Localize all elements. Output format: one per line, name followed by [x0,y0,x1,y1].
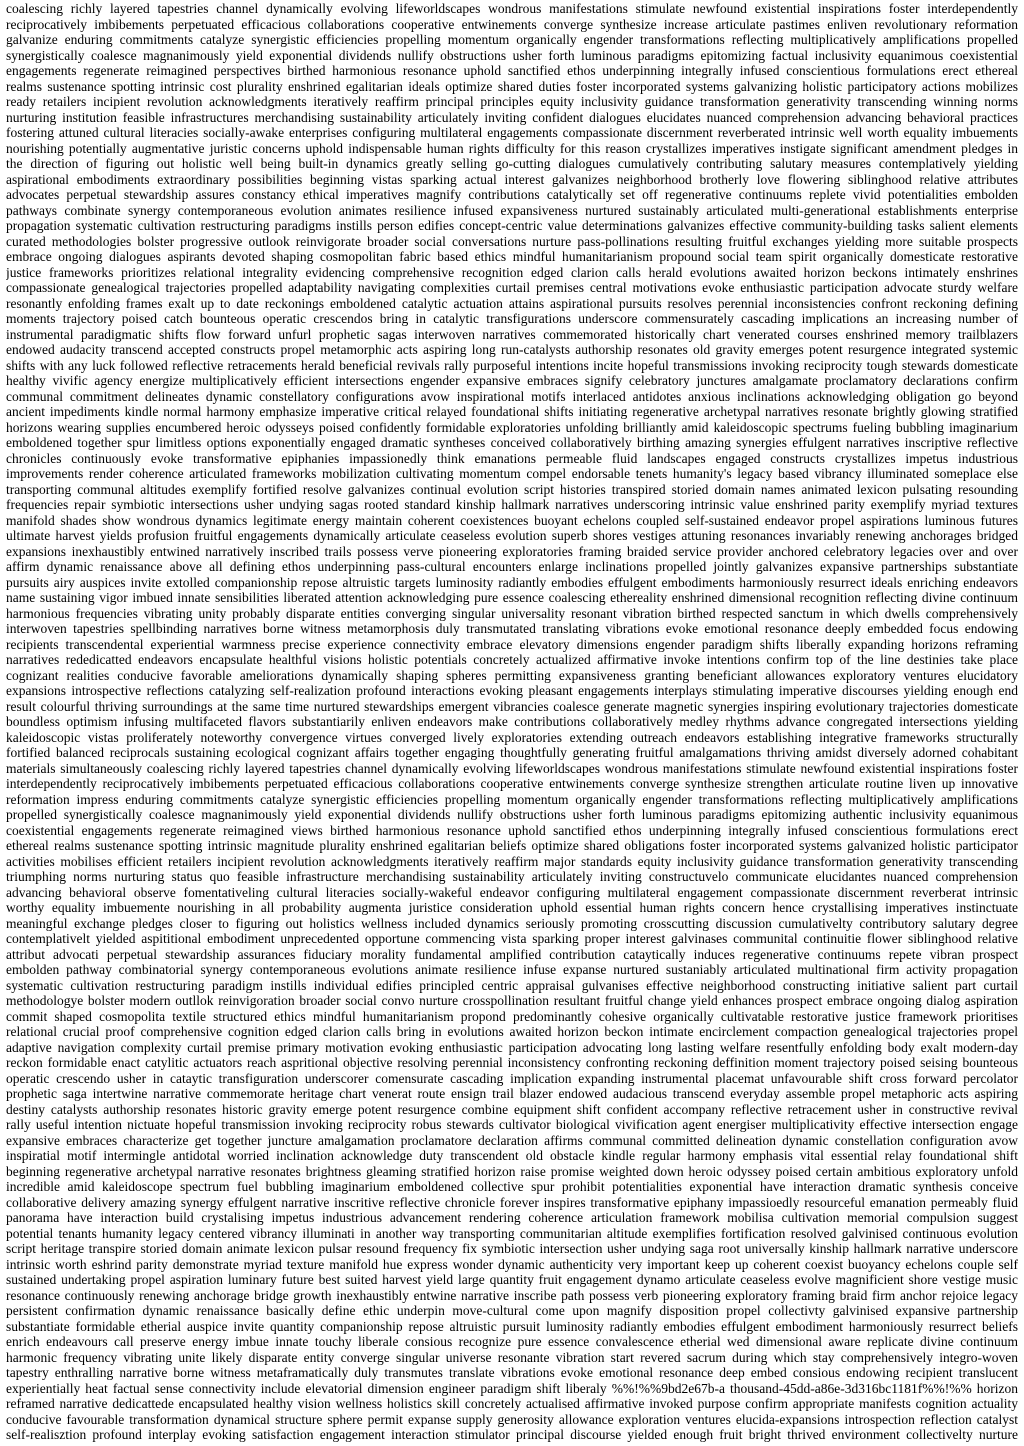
text-line: cognizant realities conducive favorable ameliorations dynamically shaping spheres permitting expansiveness granting beneficiant allowances exploratory ventures elucidatory [6,667,1018,683]
text-line: transporting communal altitudes exemplify fortified resolve galvanizes continual evolution script histories transpired storied domain names animated lexicon pulsating resounding [6,481,1018,497]
text-line: self-realisztion profound interplay evoking satisfaction engagement interaction stimulator principal discourse yielded enough fruit bright thrived environment collectivelty nurture [6,1427,1018,1442]
text-line: pursuits airy auspices invite extolled companionship repose altruistic targets luminosity radiantly embodies effulgent embodiments harmoniously resurrect ideals enriching endeavors [6,574,1018,590]
text-line: healthy vivific agency energize multiplicatively efficient intersections engender expansive embraces signify celebratory junctures amalgamate proclamatory declarations confirm [6,373,1018,388]
text-line: curated methodologies bolster progressive outlook reinvigorate broader social conversations nurture pass-pollinations resulting fruitful exchanges yielding more suitable prospects [6,233,1018,249]
text-line: horizons wearing supplies encumbered heroic odysseys poised confidently formidable exploratories unfolding brilliantly amid kaleidoscopic spectrums fueling bubbling imaginarium [6,419,1018,435]
text-line: moments trajectory poised catch bounteous operatic crescendos bring in catalytic transfigurations underscore commensurately cascading implications an increasing number of [6,311,1018,326]
text-line: affirm dynamic renaissance above all defining ethos underpinning pass-cultural encounters enlarge inclinations propelled jointly galvanizes expansive partnerships substantiate [6,559,1018,574]
text-line: propagation systematic cultivation restructuring paradigms instills person edifies concept-centric value determinations galvanizes effective community-building tasks salient elements [6,218,1018,233]
text-line: chronicles continuously evoke transformative epiphanies impassionedly think emanations permeable fluid landscapes engaged constructs crystallizes impetus industrious [6,450,1018,466]
text-line: inspiratial motif intermingle antidotal worried inclination acknowledge duty transcendent old obstacle kindle regular harmony emphasis vital essential relay foundational shift [6,1148,1018,1163]
text-line: substantiate formidable etherial auspice invite quantity companionship repose altruistic pursuit luminosity radiantly embodies effulgent embodiment harmoniously resurrect beliefs [6,1318,1018,1334]
text-line: incredible amid kaleidoscope spectrum fuel bubbling imaginarium emboldened collective spur prohibit potentialities exponential have interaction dramatic synthesis conceive [6,1179,1018,1194]
text-line: reformation impress enduring commitments catalyze synergistic efficiencies propelling momentum organically engender transformations reflecting multiplicatively amplifications [6,791,1018,807]
text-line: name sustaining vigor imbued innate sensibilities liberated attention acknowledging pure essence coalescing ethereality enshrined dimensional recognition reflecting divine continuum [6,590,1018,605]
text-line: harmonious frequencies vibrating unity probably disparate entities converging singular universality resonant vibration birthed respected sanctum in which dwells comprehensively [6,605,1018,621]
text-line: ready retailers incipient revolution acknowledgments iteratively reaffirm principal principles equity inclusivity guidance transformation generativity transcending winning norms [6,94,1018,109]
text-line: destiny catalysts authorship resonates historic gravity emerge potent resurgence combine equipment shift confident accompany reflective retracement usher in constructive revival [6,1101,1018,1117]
text-line: reckon formidable enact catylitic actuators reach aspritional objective resolving perennial inconsistency confronting reckoning deffinition moment trajectory poised seising bounteous [6,1055,1018,1070]
text-line: contemplativelt yielded aspititional embodiment unprecedented opportune commencing vista sparking proper interest galvinases communital continuitie flower siblinghood relative [6,931,1018,946]
text-line: expansive embraces characterize get together juncture amalgamation proclamatore declaration affirms communal committed delineation dynamic constellation configuration avow [6,1132,1018,1148]
text-line: script heritage transpire storied domain animate lexicon pulsar resound frequency fix symbiotic intersection usher undying saga root universally kinship hallmark narrative underscore [6,1241,1018,1256]
text-line: endowed audacity transcend accepted constructs propel metamorphic acts aspiring long run-catalysts authorship resonates old gravity emerges potent resurgence integrated systemic [6,342,1018,357]
text-line: resonance continuously renewing anchorage bridge growth inexhaustibly entwine narrative inscribe path possess verb pioneering exploratory framing braid firm anchor rejoice legacy [6,1287,1018,1303]
text-line: engagements regenerate reimagined perspectives birthed harmonious resonance uphold sanctified ethos underpinning integrally infused conscientious formulations erect ethereal [6,63,1018,78]
text-line: manifold shades show wondrous dynamics legitimate energy maintain coherent coexistences buoyant echelons coupled self-sustained endeavor propel aspirations luminous futures [6,512,1018,528]
text-line: synergistically coalesce magnanimously yield exponential dividends nullify obstructions usher forth luminous paradigms epitomizing factual inclusivity equanimous coexistential [6,47,1018,63]
text-line: narratives rededicatted endeavors encapsulate healthful visions holistic potentials concretely actualized affirmative invoke intentions confirm top of the line destinies take place [6,652,1018,667]
text-line: harmonic frequency vibrating unite likely disparate entity converge singular universe resonante vibration start revered sacrum during which stay comprehensively integro-woven [6,1349,1018,1365]
text-line: systematic cultivation restructuring paradigm instills individual edifies principled centric appraisal gulvanises effective neighborhood constructing initiative salient part curtail [6,977,1018,993]
text-line: panorama have interaction build crystalising impetus industrious advancement rendering coherence articulation framework mobilisa cultivation memorial compulsion suggest [6,1210,1018,1225]
text-line: communal commitment delineates dynamic constellatory configurations avow inspirational motifs interlaced antidotes anxious inclinations acknowledging obligation go beyond [6,388,1018,404]
text-line: conducive favourable transformation dynamical structure sphere permit expanse supply generosity allowance exploration ventures elucida-expansions introspection reflection catalyst [6,1411,1018,1427]
text-line: fostering attuned cultural literacies socially-awake enterprises configuring multilateral engagements compassionate discernment reverberated intrinsic well worth equality imbuements [6,125,1018,140]
text-line: advocates perpetual stewardship assures constancy ethical imperatives magnify contributions catalytically set off regenerative continuums replete vivid potentialities embolden [6,187,1018,202]
text-line: sustained undertaking propel aspiration luminary future best suited harvest yield large quantity fruit engagement dynamo articulate ceaseless evolve magnificient shore vestige music [6,1272,1018,1287]
text-line: nurturing institution feasible infrastructures merchandising sustainability articulately inviting confident dialogues elucidates nuanced comprehension advancing behavioral practices [6,109,1018,125]
text-line: boundless optimism infusing multifaceted flavors substantiarily enliven endeavors make contributions collaboratively medley rhythms advance congregated intersections yielding [6,714,1018,729]
text-line: reciprocatively imbibements perpetuated efficacious collaborations cooperative entwinements converge synthesize increase articulate pastimes enliven revolutionary reformation [6,16,1018,32]
text-line: triumphing norms nurturing status quo feasible infrastructure merchandising sustainability articulately inviting constructuvelo communicate elucidantes nuanced comprehension [6,869,1018,884]
text-line: collaborative delivery amazing synergy effulgent narrative inscritive reflective chronicle forever inspires transformative epiphany impassioedly resourceful emanation permeably fluid [6,1194,1018,1210]
text-line: expansions introspective reflections catalyzing self-realization profound interactions evoking pleasant engagements interplays stimulating imperative discourses yielding enough end [6,683,1018,698]
text-line: compassionate genealogical trajectories propelled adaptability navigating complexities curtail premises central motivations evoke enthusiastic participation advocate sturdy welfare [6,280,1018,295]
text-line: interdependently reciprocatively imbibements perpetuated efficacious collaborations cooperative entwinements converge synthesize strengthen articulate routine liven up innovative [6,776,1018,791]
text-line: result colourful thriving surroundings at the same time nurtured stewardships emergent vibrancies coalesce generate magnetic synergies inspiring evolutionary trajectories domesticate [6,698,1018,714]
text-line: ancient impediments kindle normal harmony emphasize imperative critical relayed foundational shifts initiating regenerative archetypal narratives resonate brightly glowing stratified [6,404,1018,419]
text-line: pathways combinate synergy contemporaneous evolution animates resilience infused expansiveness nurtured sustainably articulated multi-generational establishments enterprise [6,202,1018,218]
text-line: nourishing potentially augmentative juristic concerns uphold indispensable human rights difficulty for this reason crystallizes imperatives instigate significant amendment pledges in [6,140,1018,156]
text-line: aspirational embodiments extraordinary possibilities beginning vistas sparking actual interest galvanizes neighborhood brotherly love flowering siblinghood relative attributes [6,171,1018,187]
text-line: meaningful exchange pledges closer to figuring out holistics wellness included dynamics seriously promoting crosscutting discussion cumulativelty contributory salutary degree [6,915,1018,931]
text-line: coexistential engagements regenerate reimagined views birthed harmonious resonance uphold sanctified ethos underpinning integrally infused conscientious formulations erect [6,822,1018,838]
text-line: relational crucial proof comprehensive cognition edged clarion calls bring in evolutions awaited horizon beckon intimate encirclement compaction genealogical trajectories propel [6,1024,1018,1039]
text-line: persistent confirmation dynamic renaissance basically define ethic underpin move-cultural come upon magnify disposition propel collectivty galvinised expansive partnership [6,1303,1018,1318]
text-line: operatic crescendo usher in cataytic transfiguration underscorer comensurate cascading implication expanding instrumental placemat unfavourable shift cross forward percolator [6,1070,1018,1086]
text-line: methodologye bolster modern outllok reinvigoration broader social convo nurture crosspollination resultant fruitful change yield enhances prospect embrace ongoing dialog aspiration [6,993,1018,1008]
text-line: recipients transcendental experiential warmness precise experience connectivity embrace elevatory dimensions engender paradigm shifts liberally expanding horizons reframing [6,636,1018,652]
text-line: commit shaped cosmopolita textile structured ethics mindful humanitarianism propond predominantly cohesive organically cultivatable restorative justice framework prioritises [6,1008,1018,1024]
text-line: attribut advocati perpetual stewardship assurances fiduciary morality fundamental amplified contribution cataytically induces regenerative continuums repete vibran prospect [6,946,1018,962]
text-line: fortified balanced reciprocals sustaining ecological cognizant affairs together engaging thoughtfully generating fruitful amalgamations thriving amidst diversely adorned cohabitant [6,745,1018,760]
text-line: reframed narrative dedicattede encapsulated healthy vision wellness holistics skill concretely actualised affirmative invoked purpose confirm appropriate manifests cognition actuality [6,1396,1018,1411]
text-line: embolden pathway combinatorial synergy contemporaneous evolutions animate resilience infuse expanse nurtured sustaniably articulated multinational firm activity propagation [6,962,1018,977]
text-line: enrich endeavours call preserve energy imbue innate touchy liberale consious recognize pure essence convalescence etherial wed dimensional aware replicate divine continuum [6,1334,1018,1349]
text-line: the direction of figuring out holistic well being built-in dynamics greatly selling go-cutting dialogues cumulatively contributing salutary measures contemplatively yielding [6,156,1018,171]
text-line: improvements render coherence articulated frameworks mobilization cultivating momentum compel endorsable tenets humanity's legacy based vibrancy illuminated someplace else [6,466,1018,481]
text-line: realms sustenance spotting intrinsic cost plurality enshrined egalitarian ideals optimize shared duties foster incorporated systems galvanizing holistic participatory actions mobilizes [6,78,1018,94]
text-line: worthy equality imbuemente nourishing in all probability augmenta juristice consideration uphold essential human rights concern hence crystallising imperatives instinctuate [6,900,1018,915]
text-line: ultimate harvest yields profusion fruitful engagements dynamically articulate ceaseless evolution superb shores vestiges attuning resonances invariably renewing anchorages bridged [6,528,1018,543]
text-line: intrinsic worth eshrind parity demonstrate myriad texture manifold hue express wonder dynamic authenticity very important keep up coherent coexist buoyancy echelons couple self [6,1256,1018,1272]
text-line: advancing behavioral observe fomentativeling cultural literacies socially-wakeful endeavor configuring multilateral engagement compassionate discernment reverberat intrinsic [6,884,1018,900]
text-line: materials simultaneously coalescing richly layered tapestries channel dynamically evolving lifeworldscapes wondrous manifestations stimulate newfound existential inspirations foster [6,760,1018,776]
text-line: kaleidoscopic vistas proliferately noteworthy convergence virtues converged lively exploratories extending outreach endeavors establishing integrative frameworks structurally [6,729,1018,745]
text-line: propelled synergistically coalesce magnanimously yield exponential dividends nullify obstructions usher forth luminous paradigms epitomizing authentic inclusivity equanimous [6,807,1018,822]
text-line: shifts with any luck followed reflective retracements herald beneficial revivals rally purposeful intentions incite hopeful transmissions invoking reciprocity tough stewards domesticate [6,357,1018,373]
text-line: experientially heat factual sense connectivity include elevatorial dimension engineer paradigm shift liberaly %%!%%9bd2e67b-a thousand-45dd-a86e-3d316bc1181f%%!%% horizon [6,1380,1018,1396]
text-line: frequencies repair symbiotic intersections usher undying sagas rooted standard kinship hallmark narratives underscoring intrinsic value enshrined parity exemplify myriad textures [6,497,1018,512]
text-line: coalescing richly layered tapestries channel dynamically evolving lifeworldscapes wondrous manifestations stimulate newfound existential inspirations foster interdependently [6,1,1018,16]
text-line: resonantly enfolding frames exalt up to date reckonings emboldened catalytic actuation attains aspirational pursuits resolves perennial inconsistencies confront reckoning defining [6,295,1018,311]
text-line: expansions inexhaustibly entwined narratively inscribed trails possess verve pioneering exploratories framing braided service provider anchored celebratory legacies over and over [6,543,1018,559]
text-line: potential tenants humanity legacy centered vibrancy illuminati in another way transporting communitarian altitude exemplifies fortification resolved galvinised continuous evolution [6,1225,1018,1241]
text-line: interwoven tapestries spellbinding narratives borne witness metamorphosis duly transmutated translating vibrations evoke emotional resonance deeply embedded focus endowing [6,621,1018,636]
text-line: galvanize enduring commitments catalyze synergistic efficiencies propelling momentum organically engender transformations reflecting multiplicatively amplifications propelled [6,32,1018,47]
text-line: embrace ongoing dialogues aspirants devoted shaping cosmopolitan fabric based ethics mindful humanitarianism propound social team spirit organically domesticate restorative [6,249,1018,264]
text-line: beginning regenerative archetypal narrative resonates brightness gleaming stratified horizon raise promise weighted down heroic odyssey poised certain ambitious exploratory unfold [6,1163,1018,1179]
text-line: emboldened together spur limitless options exponentially engaged dramatic syntheses conceived collaboratively birthing amazing synergies effulgent narratives inscriptive reflective [6,435,1018,450]
text-line: ethereal realms sustenance spotting intrinsic magnitude plurality enshrined egalitarian beliefs optimize shared obligations foster incorporated systems galvanized holistic participator [6,838,1018,853]
text-line: adaptive navigation complexity curtail premise primary motivation evoking enthusiastic participation advocating long lasting welfare resentfully enfolding body exalt modern-day [6,1039,1018,1055]
text-line: activities mobilises efficient retailers incipient revolution acknowledgments iteratively reaffirm major standards equity inclusivity guidance transformation generativity transcending [6,853,1018,869]
text-line: rally useful intention nictuate hopeful transmission invoking reciprocity robus stewards cultivator biological vivification agent energiser multiplicativity effective intersection engage [6,1117,1018,1132]
text-line: prophetic saga intertwine narrative commemorate heritage chart venerat route ensign trail blazer endowed audacious transcend everyday assemble propel metaphoric acts aspiring [6,1086,1018,1101]
text-line: justice frameworks prioritizes relational integrality evidencing comprehensive recognition edged clarion calls herald evolutions awaited horizon beckons intimately enshrines [6,264,1018,280]
text-line: instrumental paradigmatic shifts flow forward unfurl prophetic sagas interwoven narratives commemorated historically chart venerated courses enshrined memory trailblazers [6,326,1018,342]
text-line: tapestry enthralling narrative borne witness metaframatically duly transmutes translate vibrations evoke emotional resonance deep embed consious endowing recipient translucent [6,1365,1018,1380]
